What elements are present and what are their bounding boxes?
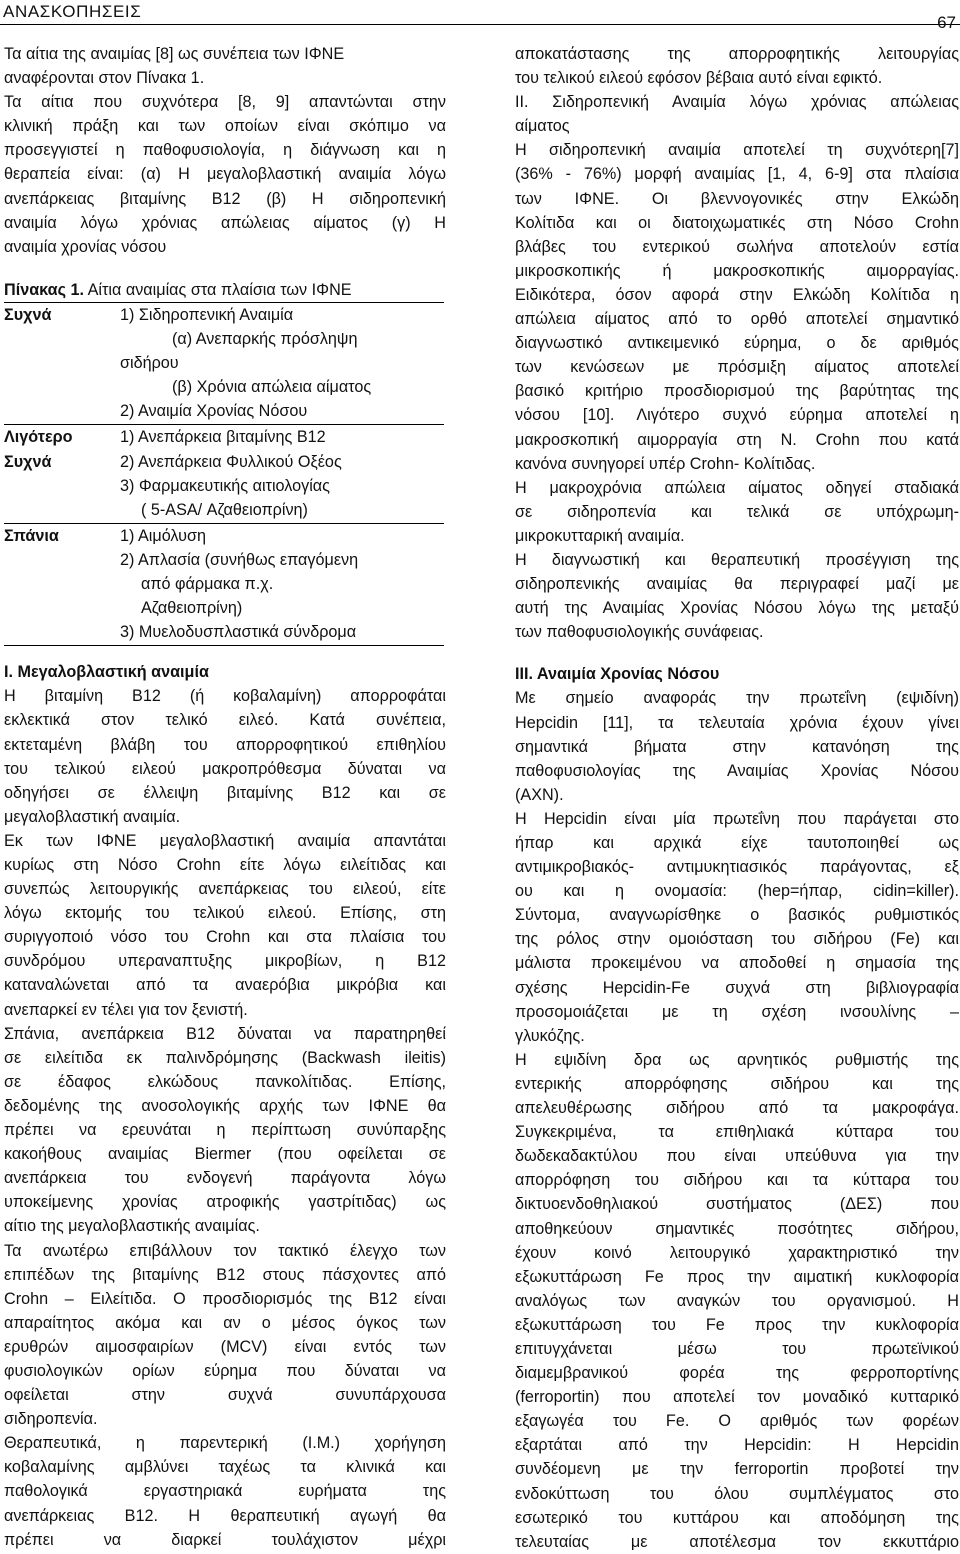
text-line: διαμεμβρανικού φορέα της φερροπορτίνης (515, 1364, 959, 1383)
text-line: εξαρτάται από την Hepcidin: Η Hepcidin (515, 1436, 959, 1455)
cause-item: 2) Ανεπάρκεια Φυλλικού Οξέος (120, 452, 342, 471)
cause-subitem: ( 5-ASA/ Αζαθειοπρίνη) (141, 500, 308, 519)
text-line: εξωκυττάρωση Fe προς την αιματική κυκλοφορία (515, 1267, 959, 1286)
text-line: ήπαρ και αρχικά είχε ταυτοποιηθεί ως (515, 834, 959, 852)
text-line: των κενώσεων με πρόσμιξη αίματος αποτελεί (515, 358, 959, 377)
text-line: Εκ των ΙΦΝΕ μεγαλοβλαστική αναιμία απαντάται (4, 831, 446, 850)
text-line: εκλεκτικά στον τελικό ειλεό. Κατά συνέπεια, (4, 711, 446, 730)
text-line: ανεπάρκειας βιταμίνης Β12 (β) Η σιδηροπενική (4, 189, 446, 208)
text-line: Τα ανωτέρω επιβάλλουν τον τακτικό έλεγχο των (4, 1241, 446, 1260)
text-line: συνεπώς λειτουργικής ανεπάρκειας του ειλεού, είτε (4, 880, 446, 899)
text-line: Σύντομα, αναγνωρίσθηκε ο βασικός ρυθμιστικός (515, 906, 959, 925)
text-line: καταναλώνεται από τα αναερόβια μικρόβια και (4, 976, 446, 995)
text-line: αντιμικροβιακός- αντιμυκητιασικός παράγοντας, εξ (515, 858, 959, 877)
text-line: αναιμία λόγω χρόνιας απώλειας αίματος (γ) Η (4, 213, 446, 232)
spacer (4, 646, 446, 660)
text-line: πρέπει να διαρκεί τουλάχιστον μέχρι (4, 1530, 446, 1549)
text-line: Συγκεκριμένα, τα επιθηλιακά κύτταρα του (515, 1123, 959, 1142)
text-line: αναφέρονται στον Πίνακα 1. (4, 69, 205, 88)
header-rule (0, 24, 960, 25)
text-line: αίτιο της μεγαλοβλαστικής αναιμίας. (4, 1217, 260, 1236)
text-line: Η Hepcidin είναι μία πρωτεΐνη που παράγεται στο (515, 809, 959, 828)
text-line: Η σιδηροπενική αναιμία αποτελεί τη συχνότερη[7] (515, 141, 959, 160)
table-caption-row (4, 278, 444, 303)
page-header (0, 0, 960, 40)
section-3-body (515, 686, 959, 1553)
text-line: κυρίως στη Νόσο Crohn είτε λόγω ειλείτιδας και (4, 856, 446, 874)
text-line: σε έδαφος ελκώδους πανκολίτιδας. Επίσης, (4, 1072, 446, 1091)
text-line: Ειδικότερα, όσον αφορά στην Ελκώδη Κολίτιδα η (515, 285, 959, 304)
text-line: επιπέδων της βιταμίνης Β12 στους πάσχοντες από (4, 1265, 446, 1284)
cause-subitem: σιδήρου (120, 354, 179, 373)
cause-subitem: (α) Ανεπαρκής πρόσληψη (172, 330, 358, 349)
text-line: ενδοκύττωση του όλου συμπλέγματος στο (515, 1484, 959, 1503)
cause-subitem: (β) Χρόνια απώλεια αίματος (172, 378, 372, 397)
cause-subitem: Αζαθειοπρίνη) (141, 599, 243, 618)
cause-item: 3) Μυελοδυσπλαστικά σύνδρομα (120, 623, 357, 642)
text-line: φυσιολογικών ορίων εύρημα που δύναται να (4, 1361, 446, 1380)
text-line: εντερικής απορρόφησης σιδήρου και της (515, 1074, 959, 1093)
cause-item: 3) Φαρμακευτικής αιτιολογίας (120, 476, 330, 495)
text-line: μάλιστα προκειμένου να αποδοθεί η σημασία της (515, 954, 959, 973)
text-line: σε ειλείτιδα εκ παλινδρόμησης (Backwash ileitis) (4, 1048, 446, 1067)
text-line: απελευθέρωσης σιδήρου από τα μακροφάγα. (515, 1099, 959, 1118)
text-line: διαγνωστικό αντικειμενικό εύρημα, ο δε αριθμός (515, 334, 959, 353)
section-1-body (4, 684, 446, 1551)
text-line: Θεραπευτικά, η παρεντερική (Ι.Μ.) χορήγηση (4, 1434, 446, 1453)
text-line: εξωκυττάρωση του Fe προς την κυκλοφορία (515, 1315, 959, 1334)
text-line: βασικό κριτήριο προσδιορισμού της βαρύτητας της (515, 382, 959, 401)
text-line: αποθηκεύουν σημαντικές ποσότητες σιδήρου, (515, 1219, 959, 1238)
text-line: παθοφυσιολογίας της Αναιμίας Χρονίας Νόσου (515, 761, 959, 780)
spacer (515, 644, 959, 662)
text-line: Η βιταμίνη Β12 (ή κοβαλαμίνη) απορροφάται (4, 687, 446, 706)
text-line: Η διαγνωστική και θεραπευτική προσέγγιση της (515, 550, 959, 569)
text-line: ανεπάρκειας Β12. Η θεραπευτική αγωγή θα (4, 1506, 446, 1525)
text-line: Σπάνια, ανεπάρκεια Β12 δύναται να παρατηρηθεί (4, 1024, 446, 1043)
table-row (4, 302, 444, 424)
table-row (4, 523, 444, 645)
table-row (4, 425, 444, 523)
text-line: μακροσκοπική αιμορραγία στη Ν. Crohn που κατά (515, 430, 959, 449)
text-line: απαραίτητος ακόμα και αν ο μέσος όγκος των (4, 1313, 446, 1332)
text-line: εκτεταμένη βλάβη του απορροφητικού επιθηλίου (4, 735, 446, 754)
text-line: δωδεκαδακτύλου που είναι υπεύθυνα για την (515, 1147, 959, 1166)
table-caption-label: Πίνακας 1. (4, 280, 84, 299)
section-heading: αίματος (515, 117, 570, 136)
section-2-body (515, 42, 959, 644)
text-line: ανεπαρκεί εν τέλει για τον ξενιστή. (4, 1000, 248, 1019)
text-line: ου και η ονομασία: (hep=ήπαρ, cidin=killer). (515, 882, 959, 901)
text-line: Η μακροχρόνια απώλεια αίματος οδηγεί σταδιακά (515, 478, 959, 497)
intro-paragraph (4, 42, 446, 259)
section-heading: ΙΙΙ. Αναιμία Χρονίας Νόσου (515, 665, 720, 684)
section-heading: ΙΙ. Σιδηροπενική Αναιμία λόγω χρόνιας απώλειας (515, 93, 959, 112)
text-line: κλινική πράξη και των οποίων είναι σκόπιμο να (4, 117, 446, 136)
text-line: Τα αίτια που συχνότερα [8, 9] απαντώνται στην (4, 93, 446, 112)
spacer (4, 259, 446, 276)
text-line: της ρόλος στην ομοιόσταση του σιδήρου (Fe) και (515, 930, 959, 949)
text-line: σιδηροπενία. (4, 1410, 98, 1429)
page-number: 67 (937, 13, 956, 32)
text-line: τελευταίας με αποτέλεσμα τον εκκυττάριο (515, 1532, 959, 1551)
text-line: λόγω εκτομής του τελικού ειλεού. Επίσης, στη (4, 904, 446, 923)
text-line: αυτή της Αναιμίας Χρονίας Νόσου λόγω της μεταξύ (515, 599, 959, 618)
text-line: απώλεια αίματος από το ορθό αποτελεί σημαντικό (515, 310, 959, 329)
text-line: Με σημείο αναφοράς την πρωτεΐνη (εψιδίνη) (515, 689, 959, 708)
text-line: μικροσκοπικής ή μακροσκοπικής αιμορραγίας. (515, 261, 959, 280)
text-line: νόσου [10]. Λιγότερο συχνό εύρημα αποτελεί η (515, 406, 959, 425)
text-line: κοβαλαμίνης αμβλύνει ταχέως τα κλινικά και (4, 1458, 446, 1477)
text-line: βλάβες του εντερικού σωλήνα αποτελούν εστία (515, 237, 959, 256)
text-line: μικροκυτταρική αναιμία. (515, 526, 685, 545)
left-column (4, 42, 446, 1552)
text-line: αποκατάστασης της απορροφητικής λειτουργίας (515, 45, 959, 63)
text-line: του τελικού ειλεού εφόσον βέβαια αυτό είναι εφικτό. (515, 69, 883, 88)
text-line: γλυκόζης. (515, 1026, 585, 1045)
text-line: των παθοφυσιολογικής συνάφειας. (515, 623, 764, 642)
text-line: συνδέομενη με την ferroportin προβοτεί την (515, 1460, 959, 1479)
text-line: σιδηροπενικής αναιμίας θα περιγραφεί μαζί με (515, 575, 959, 594)
text-line: προσεγγιστεί η παθοφυσιολογία, η διάγνωση και η (4, 141, 446, 160)
text-line: σε σιδηροπενία και τελικά σε υπόχρωμη- (515, 502, 959, 521)
text-line: οφείλεται στην συχνά συνυπάρχουσα (4, 1386, 446, 1405)
text-line: εξαγωγέα του Fe. Ο αριθμός των φορέων (515, 1412, 959, 1431)
text-line: προσομοιάζεται με τη σχέση ινσουλίνης – (515, 1002, 959, 1021)
text-line: έχουν κοινό λειτουργικό χαρακτηριστικό την (515, 1243, 959, 1262)
text-line: οδηγήσει σε έλλειψη βιταμίνης Β12 και σε (4, 783, 446, 802)
text-line: ανεπάρκεια του ενδογενή παράγοντα λόγω (4, 1169, 446, 1188)
text-line: Κολίτιδα και οι διατοιχωματικές στη Νόσο Crohn (515, 213, 959, 232)
cause-item: 1) Σιδηροπενική Αναιμία (120, 305, 294, 324)
text-line: (ferroportin) που αποτελεί τον μοναδικό κυτταρικό (515, 1388, 959, 1407)
text-line: του τελικού ειλεού μακροπρόθεσμα δύναται να (4, 759, 446, 778)
section-title: ΑΝΑΣΚΟΠΗΣΕΙΣ (3, 2, 142, 21)
table-caption-text: Αίτια αναιμίας στα πλαίσια των ΙΦΝΕ (84, 280, 352, 299)
cause-item: 2) Απλασία (συνήθως επαγόμενη (120, 550, 359, 569)
text-line: Hepcidin [11], τα τελευταία χρόνια έχουν γίνει (515, 713, 959, 732)
text-line: επιτυγχάνεται μέσω του πρωτεϊνικού (515, 1339, 959, 1358)
table-1 (4, 278, 444, 646)
text-line: δικτυοενδοθηλιακού συστήματος (ΔΕΣ) που (515, 1195, 959, 1214)
text-line: (36% - 76%) μορφή αναιμίας [1, 4, 6-9] στα πλαίσια (515, 165, 959, 184)
text-line: παθολογικά εργαστηριακά ευρήματα της (4, 1482, 446, 1501)
text-line: εσωτερικό του κυττάρου και αποδόμηση της (515, 1508, 959, 1527)
cause-subitem: από φάρμακα π.χ. (141, 574, 274, 593)
cause-item: 1) Ανεπάρκεια βιταμίνης Β12 (120, 428, 326, 447)
text-line: των ΙΦΝΕ. Οι βλεννογονικές στην Ελκώδη (515, 189, 959, 208)
cause-list (120, 425, 444, 523)
text-line: μεγαλοβλαστική αναιμία. (4, 807, 181, 826)
text-line: (ΑΧΝ). (515, 785, 564, 804)
frequency-label: Συχνά (4, 302, 120, 424)
text-line: συριγγοποιό νόσο του Crohn και στα πλαίσια του (4, 928, 446, 947)
frequency-label: Σπάνια (4, 523, 120, 645)
section-heading: Ι. Μεγαλοβλαστική αναιμία (4, 663, 209, 682)
text-line: αναλόγως των αναγκών του οργανισμού. Η (515, 1291, 959, 1310)
text-line: κανόνα συνηγορεί υπέρ Crohn- Κολίτιδας. (515, 454, 816, 473)
text-line: δεδομένης της ανοσολογικής αρχής των ΙΦΝΕ θα (4, 1096, 446, 1115)
cause-list (120, 302, 444, 424)
text-line: θεραπεία είναι: (α) Η μεγαλοβλαστική αναιμία λόγω (4, 165, 446, 184)
table-caption (4, 278, 444, 303)
text-line: σχέσης Hepcidin-Fe συχνά στη βιβλιογραφία (515, 978, 959, 997)
text-line: απορρόφηση του σιδήρου και τα κύτταρα του (515, 1171, 959, 1190)
text-line: υποκείμενης χρονίας ατροφικής γαστρίτιδας) ως (4, 1193, 446, 1212)
text-line: Crohn – Ειλείτιδα. Ο προσδιορισμός της Β12 είναι (4, 1289, 446, 1308)
text-line: πρέπει να ερευνάται η περίπτωση συνύπαρξης (4, 1121, 446, 1140)
text-line: ερυθρών αιμοσφαιρίων (MCV) είναι εντός των (4, 1337, 446, 1356)
cause-list (120, 523, 444, 645)
text-line: κακοήθους αναιμίας Biermer (που οφείλεται σε (4, 1145, 446, 1164)
text-line: Τα αίτια της αναιμίας [8] ως συνέπεια των ΙΦΝΕ (4, 45, 345, 63)
text-line: Η εψιδίνη δρα ως αρνητικός ρυθμιστής της (515, 1050, 959, 1069)
text-line: σημαντικά βήματα στην κατανόηση της (515, 737, 959, 756)
cause-item: 1) Αιμόλυση (120, 526, 206, 545)
text-line: συνδρόμου υπεραναπτυξης μικροβίων, η Β12 (4, 952, 446, 971)
text-line: αναιμία χρονίας νόσου (4, 237, 167, 256)
frequency-label: Λιγότερο Συχνά (4, 425, 120, 523)
right-column (515, 42, 959, 1554)
cause-item: 2) Αναιμία Χρονίας Νόσου (120, 402, 308, 421)
